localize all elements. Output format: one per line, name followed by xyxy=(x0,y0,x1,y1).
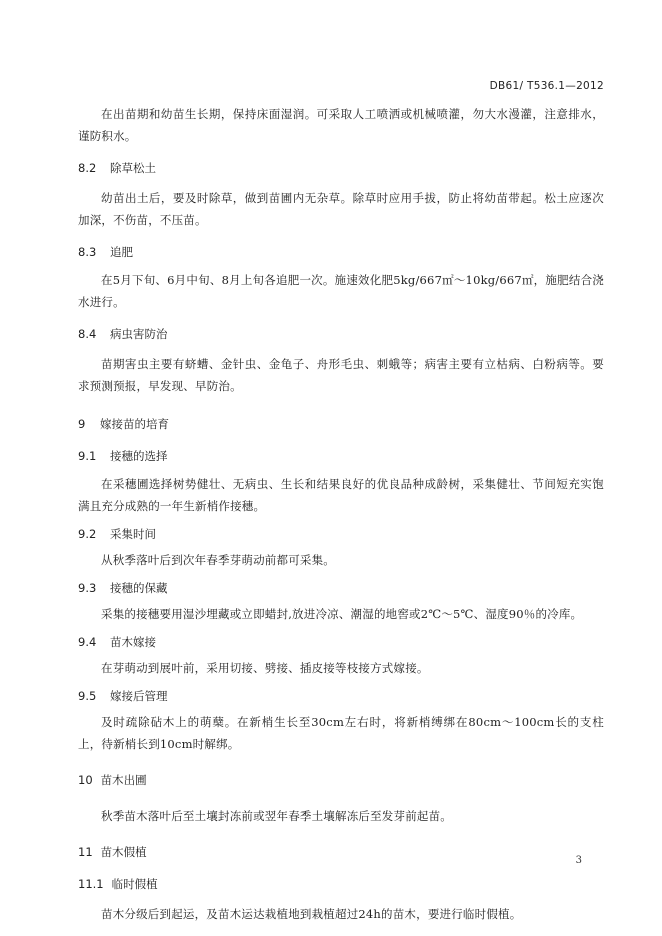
paragraph: 幼苗出土后，要及时除草，做到苗圃内无杂草。除草时应用手拔，防止将幼苗带起。松土应逐次加深，不伤苗，不压苗。 xyxy=(78,191,604,227)
section-title: 嫁接后管理 xyxy=(110,689,168,703)
document-body xyxy=(78,103,604,925)
paragraph: 在芽萌动到展叶前，采用切接、劈接、插皮接等枝接方式嫁接。 xyxy=(101,661,429,675)
paragraph: 采集的接穗要用湿沙埋藏或立即蜡封,放进冷凉、潮湿的地窖或2℃～5℃、湿度90％的冷库。 xyxy=(101,607,583,621)
section-heading-9-5 xyxy=(78,685,604,707)
paragraph: 苗期害虫主要有蛴螬、金针虫、金龟子、舟形毛虫、刺蛾等；病害主要有立枯病、白粉病等。要求预测预报，早发现、早防治。 xyxy=(78,357,604,393)
section-title: 苗木嫁接 xyxy=(110,635,156,649)
paragraph: 秋季苗木落叶后至土壤封冻前或翌年春季土壤解冻后至发芽前起苗。 xyxy=(101,809,452,823)
section-number: 8.2 xyxy=(78,161,97,175)
section-number: 9.2 xyxy=(78,527,97,541)
paragraph: 及时疏除砧木上的萌蘖。在新梢生长至30cm左右时，将新梢缚绑在80cm～100cm长的支柱上，待新梢长到10cm时解绑。 xyxy=(78,715,604,751)
section-heading-9 xyxy=(78,413,604,435)
section-number: 9.3 xyxy=(78,581,97,595)
section-title: 苗木出圃 xyxy=(100,773,147,787)
section-number: 9 xyxy=(78,417,86,431)
paragraph: 在5月下旬、6月中旬、8月上旬各追肥一次。施速效化肥5kg/667㎡～10kg/667㎡，施肥结合浇水进行。 xyxy=(78,273,604,309)
section-number: 11 xyxy=(78,845,93,859)
section-number: 8.4 xyxy=(78,327,97,341)
section-heading-9-1 xyxy=(78,445,604,467)
section-number: 10 xyxy=(78,773,93,787)
paragraph: 在出苗期和幼苗生长期，保持床面湿润。可采取人工喷洒或机械喷灌，勿大水漫灌，注意排水，谨防积水。 xyxy=(78,107,604,143)
section-number: 9.1 xyxy=(78,449,97,463)
section-title: 接穗的保藏 xyxy=(110,581,168,595)
section-heading-9-4 xyxy=(78,631,604,653)
section-number: 9.4 xyxy=(78,635,97,649)
section-number: 11.1 xyxy=(78,877,104,891)
section-heading-11 xyxy=(78,841,604,863)
paragraph: 在采穗圃选择树势健壮、无病虫、生长和结果良好的优良品种成龄树，采集健壮、节间短充实饱满且充分成熟的一年生新梢作接穗。 xyxy=(78,477,604,513)
section-heading-8-4 xyxy=(78,323,604,345)
section-heading-8-3 xyxy=(78,241,604,263)
section-heading-10 xyxy=(78,769,604,791)
section-heading-9-3 xyxy=(78,577,604,599)
standard-code: DB61/ T536.1—2012 xyxy=(489,80,604,92)
section-heading-11-1 xyxy=(78,873,604,895)
section-title: 除草松土 xyxy=(110,161,156,175)
section-title: 病虫害防治 xyxy=(110,327,168,341)
paragraph: 苗木分级后到起运，及苗木运达栽植地到栽植超过24h的苗木，要进行临时假植。 xyxy=(101,907,522,921)
section-title: 追肥 xyxy=(110,245,133,259)
section-title: 接穗的选择 xyxy=(110,449,168,463)
section-title: 临时假植 xyxy=(111,877,158,891)
section-heading-8-2 xyxy=(78,157,604,179)
section-title: 采集时间 xyxy=(110,527,156,541)
section-number: 8.3 xyxy=(78,245,97,259)
section-title: 嫁接苗的培育 xyxy=(100,417,169,431)
paragraph: 从秋季落叶后到次年春季芽萌动前都可采集。 xyxy=(101,553,335,567)
section-number: 9.5 xyxy=(78,689,97,703)
page-number: 3 xyxy=(575,855,582,866)
section-title: 苗木假植 xyxy=(100,845,147,859)
section-heading-9-2 xyxy=(78,523,604,545)
